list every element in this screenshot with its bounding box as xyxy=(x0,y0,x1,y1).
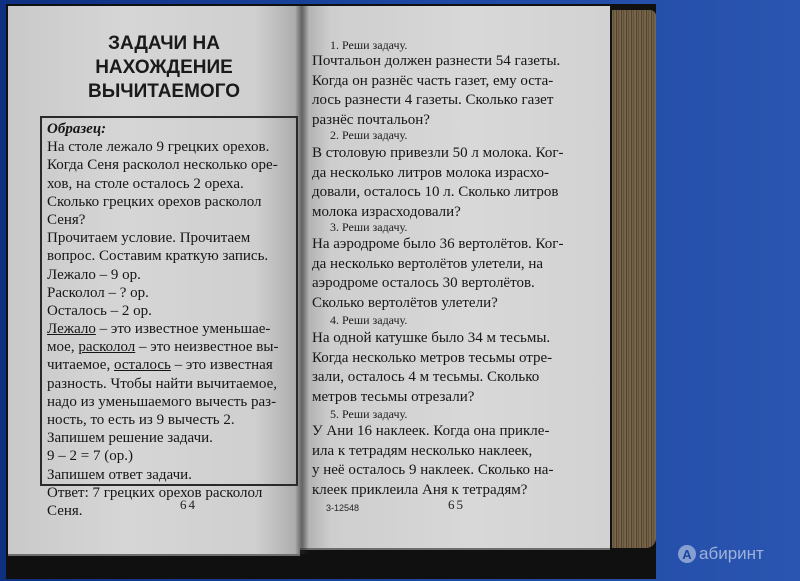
task-header: 3. Реши задачу. xyxy=(330,220,408,234)
sample-line: Прочитаем условие. Прочитаем xyxy=(47,230,251,247)
sample-line: разность. Чтобы найти вычитаемое, xyxy=(47,375,278,392)
task-header: 1. Реши задачу. xyxy=(330,38,408,52)
task-line: довали, осталось 10 л. Сколько литров xyxy=(312,184,559,200)
sample-label: Образец: xyxy=(47,121,107,137)
task-text xyxy=(312,235,563,313)
rule-text: читаемое, xyxy=(47,357,114,374)
short-record-line: Лежало – 9 ор. xyxy=(47,266,141,283)
title-line-1: ЗАДАЧИ НА НАХОЖДЕНИЕ xyxy=(95,33,233,78)
task-text xyxy=(312,52,560,130)
task-line: зали, осталось 4 м тесьмы. Сколько xyxy=(312,369,540,385)
task-line: аэродроме осталось 30 вертолётов. xyxy=(312,275,535,291)
rule-text: – это неизвестное вы- xyxy=(135,339,279,356)
underlined-word: Лежало xyxy=(47,321,96,338)
short-record-line: Расколол – ? ор. xyxy=(47,284,149,301)
task-line: Почтальон должен разнести 54 газеты. xyxy=(312,53,561,69)
labirint-logo-icon: А xyxy=(678,545,696,563)
solution-line: 9 – 2 = 7 (ор.) xyxy=(47,448,133,465)
rule-line xyxy=(47,356,278,374)
watermark xyxy=(678,544,764,564)
task-line: лось разнести 4 газеты. Сколько газет xyxy=(312,92,554,108)
rule-line xyxy=(47,338,278,356)
sample-line: Когда Сеня расколол несколько оре- xyxy=(47,157,278,174)
answer-line: Сеня. xyxy=(47,502,83,519)
rule-text: – это известная xyxy=(170,357,273,374)
sample-line: хов, на столе осталось 2 ореха. xyxy=(47,175,244,192)
sample-line: надо из уменьшаемого вычесть раз- xyxy=(47,393,277,410)
task-line: метров тесьмы отрезали? xyxy=(312,388,475,405)
task-header: 5. Реши задачу. xyxy=(330,407,408,421)
watermark-text: абиринт xyxy=(699,544,764,563)
task-line: На аэродроме было 36 вертолётов. Ког- xyxy=(312,236,564,252)
page-number-right: 65 xyxy=(448,497,465,512)
underlined-word: расколол xyxy=(78,339,136,356)
sample-line: Сколько грецких орехов расколол xyxy=(47,193,262,210)
task-line: молока израсходовали? xyxy=(312,203,461,220)
task-text xyxy=(312,144,564,222)
task-line: На одной катушке было 34 м тесьмы. xyxy=(312,330,551,346)
task-line: Сколько вертолётов улетели? xyxy=(312,294,498,311)
sample-line: На столе лежало 9 грецких орехов. xyxy=(47,139,270,156)
printer-signature: 3-12548 xyxy=(326,503,360,513)
task-line: да несколько вертолётов улетели, на xyxy=(312,255,544,272)
task-text xyxy=(312,422,553,500)
rule-text: мое, xyxy=(47,339,79,356)
sample-line: Запишем решение задачи. xyxy=(47,430,213,447)
sample-line: Сеня? xyxy=(47,211,86,228)
title-line-2: ВЫЧИТАЕМОГО xyxy=(87,81,241,102)
task-line: у неё осталось 9 наклеек. Сколько на- xyxy=(312,462,554,478)
rule-text: – это известное уменьшае- xyxy=(95,321,271,338)
short-record-line: Осталось – 2 ор. xyxy=(47,302,152,319)
task-text xyxy=(312,329,552,407)
task-line: ила к тетрадям несколько наклеек, xyxy=(312,442,533,459)
task-line: разнёс почтальон? xyxy=(312,111,430,128)
underlined-word: осталось xyxy=(113,357,171,374)
answer-line: Ответ: 7 грецких орехов расколол xyxy=(47,484,263,501)
task-header: 2. Реши задачу. xyxy=(330,128,408,142)
page-title xyxy=(44,32,284,104)
sample-text xyxy=(47,120,278,520)
task-line: У Ани 16 наклеек. Когда она прикле- xyxy=(312,423,550,439)
page-number-left: 64 xyxy=(180,497,197,512)
task-line: да несколько литров молока израсхо- xyxy=(312,164,550,181)
task-line: В столовую привезли 50 л молока. Ког- xyxy=(312,145,564,161)
task-header: 4. Реши задачу. xyxy=(330,313,408,327)
task-line: Когда несколько метров тесьмы отре- xyxy=(312,349,553,366)
sample-line: ность, то есть из 9 вычесть 2. xyxy=(47,412,235,428)
task-line: клеек приклеила Аня к тетрадям? xyxy=(312,481,528,498)
sample-line: Запишем ответ задачи. xyxy=(47,466,192,483)
page-edges xyxy=(612,10,656,548)
sample-line: вопрос. Составим краткую запись. xyxy=(47,248,269,265)
rule-line xyxy=(47,320,278,338)
task-line: Когда он разнёс часть газет, ему оста- xyxy=(312,72,554,89)
